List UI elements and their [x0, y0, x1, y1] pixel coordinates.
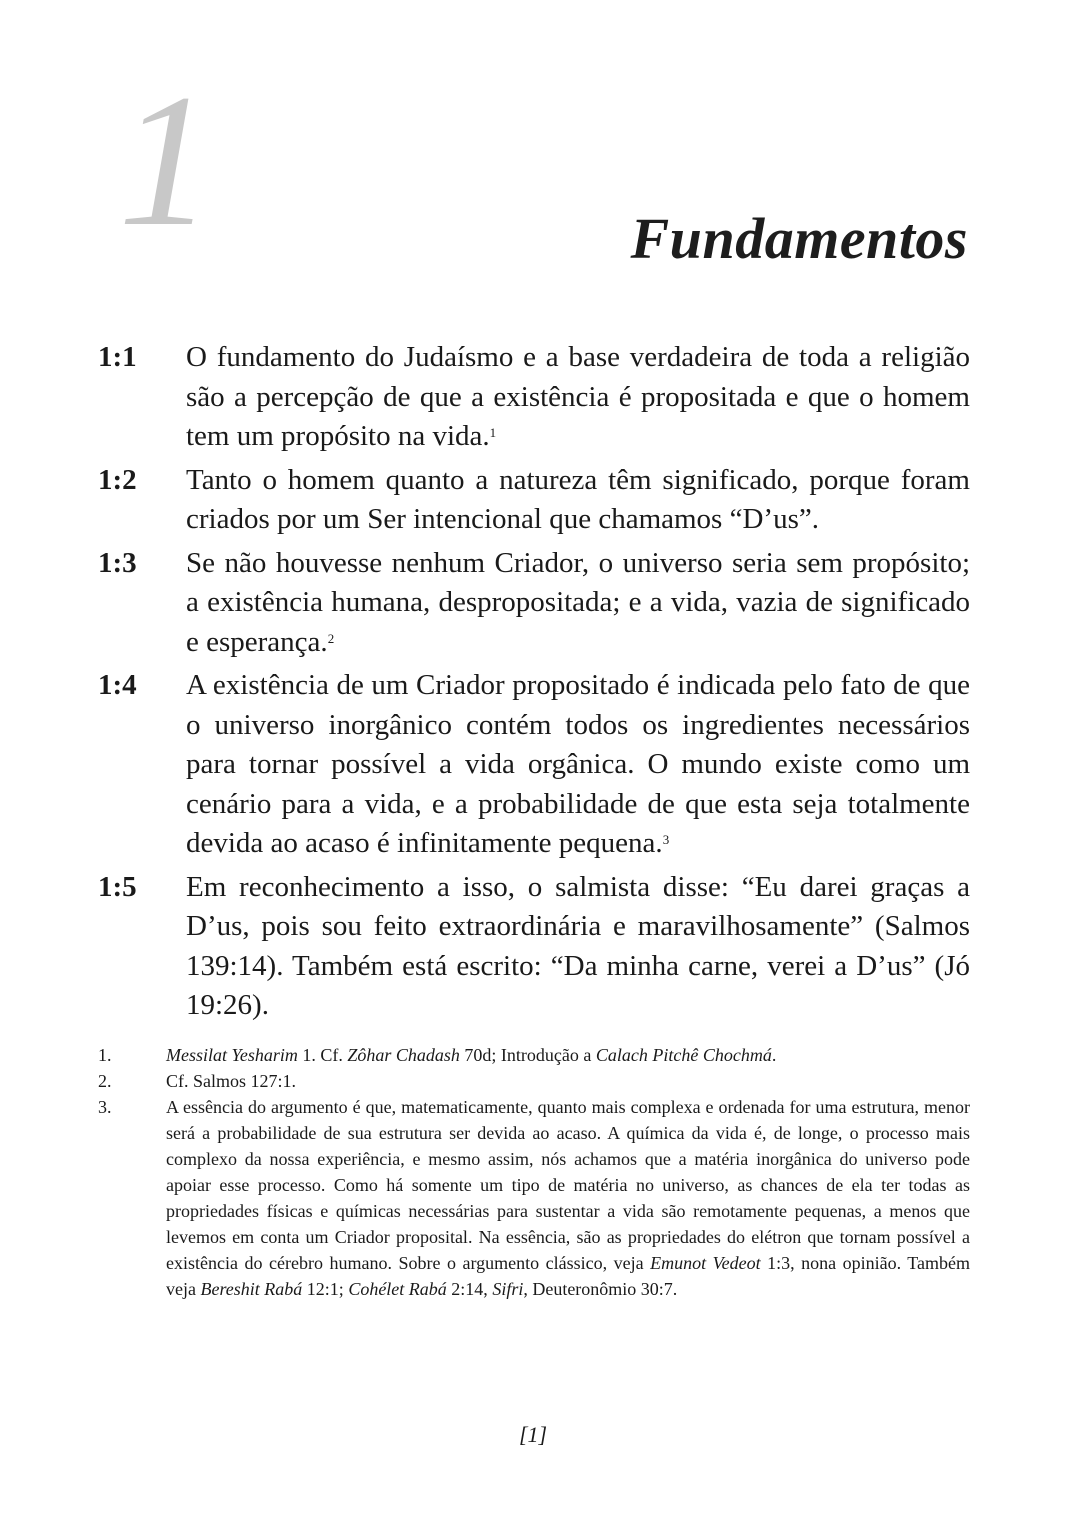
- footnote-2: [98, 1068, 970, 1094]
- verse-number: 1:2: [98, 463, 137, 496]
- verse-number: 1:3: [98, 546, 137, 579]
- verse-number: 1:1: [98, 341, 137, 373]
- footnote-3: [98, 1094, 970, 1302]
- chapter-number: 1: [118, 56, 213, 266]
- verse-number: 1:5: [98, 870, 137, 903]
- verse-1-1: [98, 338, 970, 457]
- verse-1-2: [98, 461, 970, 540]
- verse-text: Se não houvesse nenhum Criador, o universo seria sem propósito; a existência humana, despropositada; e a vida, vazia de significado e esperança.$^2$: [186, 546, 970, 658]
- footnote-1: [98, 1042, 970, 1068]
- chapter-title: Fundamentos: [630, 206, 968, 271]
- verse-text: A existência de um Criador propositado é indicada pelo fato de que o universo inorgânico contém todos os ingredientes necessários para tornar possível a vida orgânica. O mundo existe como um cenário para a vida, e a probabilidade de que esta seja totalmente devida ao acaso é infinitamente pequena.$^3$: [186, 669, 970, 859]
- verse-text: O fundamento do Judaísmo e a base verdadeira de toda a religião são a percepção de que a existência é propositada e que o homem tem um propósito na vida.$^1$: [186, 341, 970, 452]
- footnote-number: 3.: [98, 1097, 112, 1117]
- verse-list: [98, 338, 970, 1030]
- verse-1-3: [98, 544, 970, 663]
- footnote-text: A essência do argumento é que, matematicamente, quanto mais complexa e ordenada for uma estrutura, menor será a probabilidade de sua estrutura ser devida ao acaso. A química da vida é, de longe, o processo mais complexo da nossa experiência, e mesmo assim, nós achamos que a matéria inorgânica do universo pode apoiar esse processo. Como há somente um tipo de matéria no universo, as chances de ela ter todas as propriedades físicas e químicas necessárias para sustentar a vida são remotamente pequenas, a menos que levemos em conta um Criador proposital. Na essência, são as propriedades do elétron que tornam possível a existência do cérebro humano. Sobre o argumento clássico, veja Emunot Vedeot 1:3, nona opinião. Também veja Bereshit Rabá 12:1; Cohélet Rabá 2:14, Sifri, Deuteronômio 30:7.: [166, 1097, 971, 1299]
- footnote-reference[interactable]: 3: [662, 832, 670, 848]
- footnote-reference[interactable]: 2: [327, 630, 335, 646]
- footnote-number: 2.: [98, 1071, 112, 1091]
- footnote-number: 1.: [98, 1045, 112, 1065]
- footnotes: [98, 1042, 970, 1302]
- footnote-text: Messilat Yesharim 1. Cf. Zôhar Chadash 70d; Introdução a Calach Pitchê Chochmá.: [166, 1045, 777, 1065]
- verse-text: Em reconhecimento a isso, o salmista disse: “Eu darei graças a D’us, pois sou feito extraordinária e maravilhosamente” (Salmos 139:14). Também está escrito: “Da minha carne, verei a D’us” (Jó 19:26).: [186, 870, 970, 1021]
- page-number: [1]: [518, 1422, 548, 1447]
- verse-text: Tanto o homem quanto a natureza têm significado, porque foram criados por um Ser intencional que chamamos “D’us”.: [186, 463, 970, 535]
- verse-1-4: [98, 666, 970, 864]
- verse-1-5: [98, 868, 970, 1026]
- footnote-reference[interactable]: 1: [489, 425, 497, 441]
- footnote-text: Cf. Salmos 127:1.: [166, 1071, 297, 1091]
- verse-number: 1:4: [98, 669, 137, 701]
